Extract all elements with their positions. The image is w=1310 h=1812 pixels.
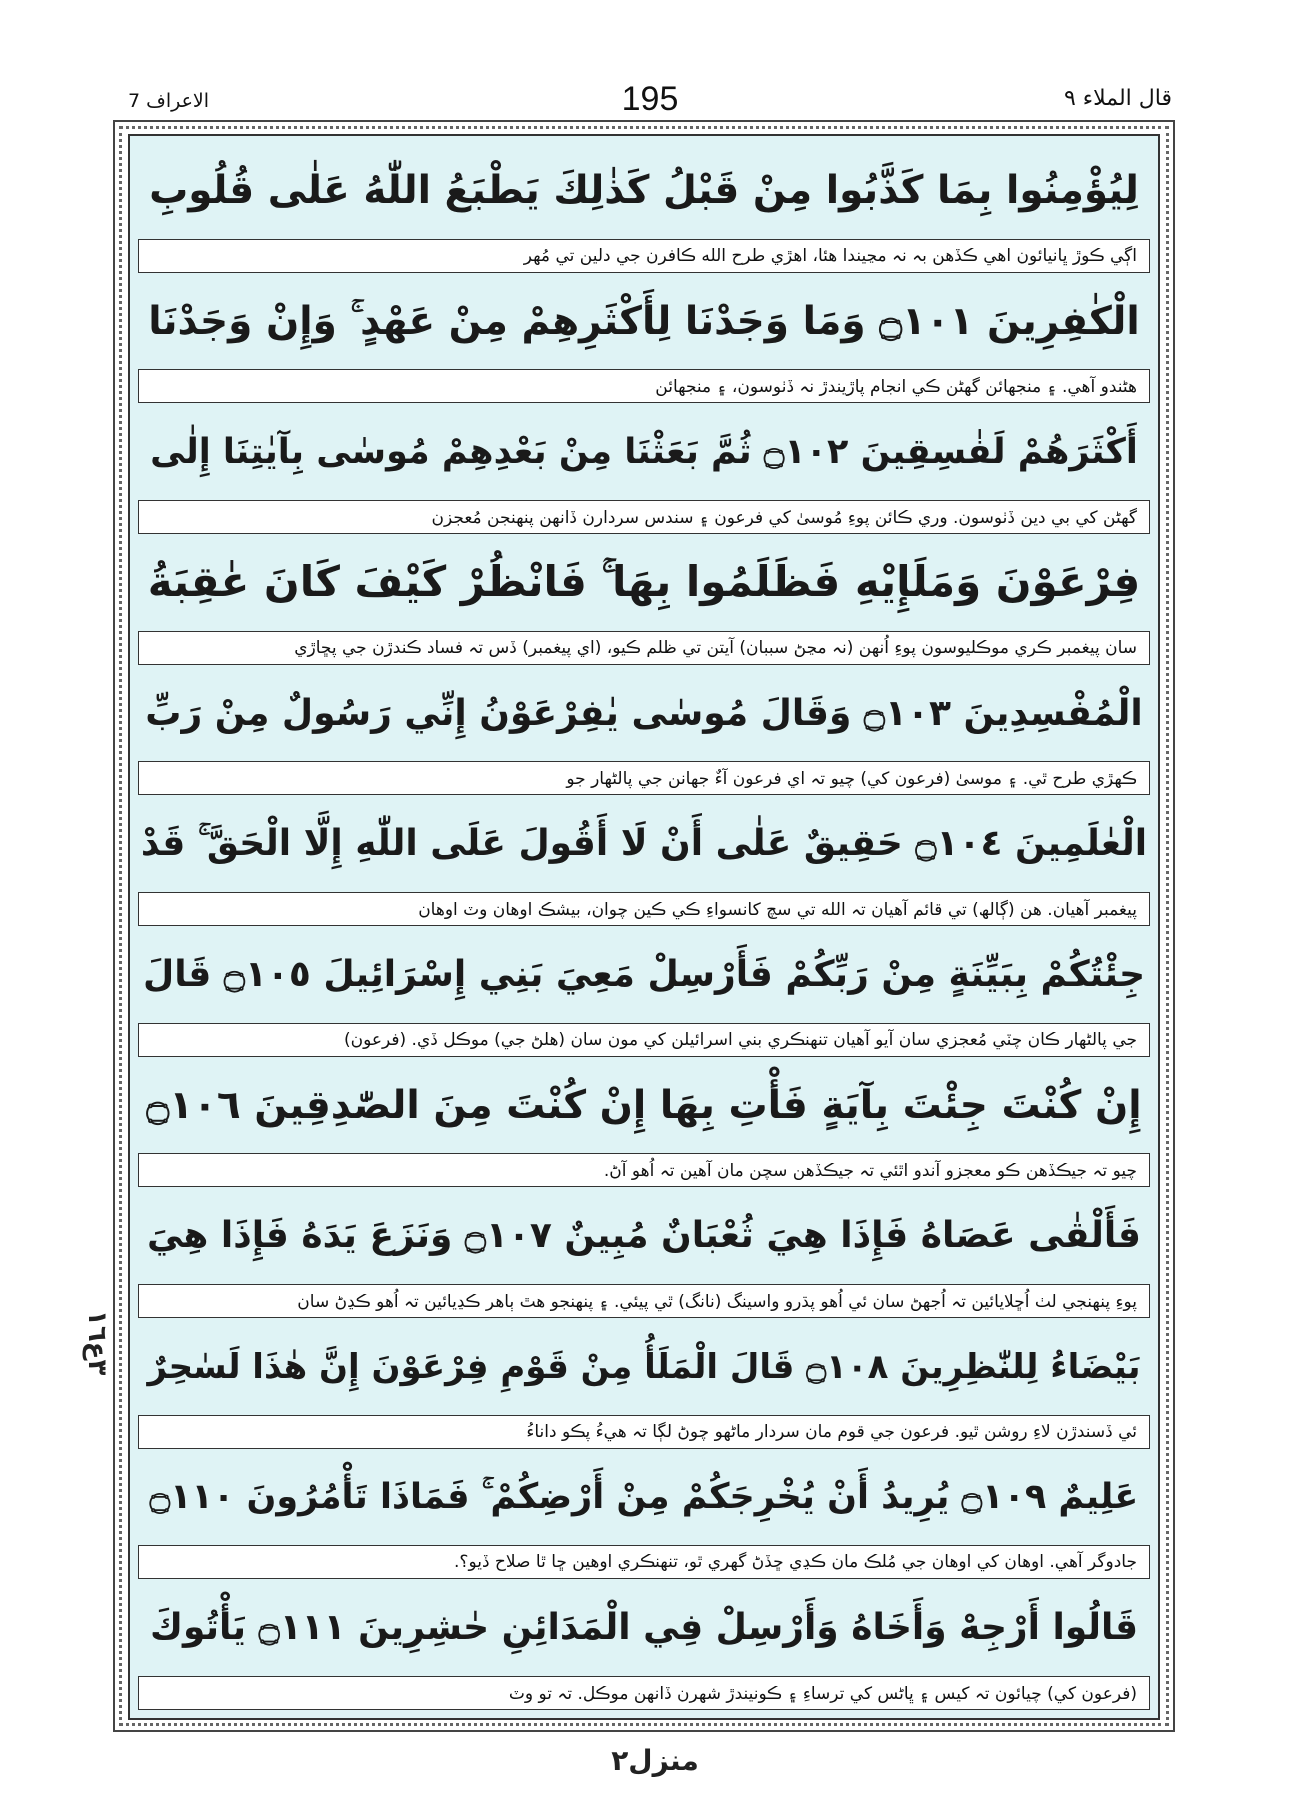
arabic-line: الْعٰلَمِينَ ۝١٠٤ حَقِيقٌ عَلٰى أَنْ لَا أَقُولَ عَلَى اللّٰهِ إِلَّا الْحَقَّ ۚ قَدْ bbox=[140, 822, 1148, 864]
verse-block bbox=[138, 795, 1150, 926]
sindhi-translation: جادوگر آھي. اوھان کي اوھان جي مُلڪ مان ڪڍي ڇڏڻ گھري ٿو، تنھنڪري اوھين ڇا ٿا صلاح ڏيو؟. bbox=[138, 1545, 1150, 1579]
sindhi-translation: پيغمبر آھيان. ھن (ڳالھ) تي قائم آھيان تہ الله تي سچ کانسواءِ ڪي ڪين چوان، بيشڪ اوھان وٽ اوھان bbox=[138, 892, 1150, 926]
quran-text-panel bbox=[128, 134, 1160, 1720]
verse-block bbox=[138, 926, 1150, 1057]
arabic-line: فَأَلْقٰى عَصَاهُ فَإِذَا هِيَ ثُعْبَانٌ مُبِينٌ ۝١٠٧ وَنَزَعَ يَدَهُ فَإِذَا هِيَ bbox=[147, 1215, 1142, 1257]
verse-block bbox=[138, 534, 1150, 665]
sindhi-translation: اڳي ڪوڙ ڀانيائون اھي ڪڏھن بہ نہ مڃيندا ھئا، اھڙي طرح الله ڪافرن جي دلين تي مُهر bbox=[138, 239, 1150, 273]
sindhi-translation: چيو تہ جيڪڏھن ڪو معجزو آندو اٿئي تہ جيڪڏھن سچن مان آھين تہ اُھو آڻ. bbox=[138, 1153, 1150, 1187]
sindhi-translation: پوءِ پنھنجي لٺ اُڇلايائين تہ اُجھڻ سان ئي اُھو پڌرو واسينگ (نانگ) ٿي پيئي. ۽ پنھنجو ھٿ ٻاھر ڪڍيائين تہ اُھو ڪڍڻ سان bbox=[138, 1284, 1150, 1318]
arabic-line: قَالُوا أَرْجِهْ وَأَخَاهُ وَأَرْسِلْ فِي الْمَدَائِنِ حٰشِرِينَ ۝١١١ يَأْتُوكَ bbox=[149, 1607, 1139, 1649]
verse-block bbox=[138, 273, 1150, 404]
sindhi-translation: ئي ڏسندڙن لاءِ روشن ٿيو. فرعون جي قوم مان سردار ماڻھو چوڻ لڳا تہ ھيءُ پڪو داناءُ bbox=[138, 1415, 1150, 1449]
sindhi-translation: ڪھڙي طرح ٿي. ۽ موسىٰ (فرعون کي) چيو تہ اي فرعون آءٌ جھانن جي پالڻھار جو bbox=[138, 761, 1150, 795]
arabic-line: فِرْعَوْنَ وَمَلَإِيْهِ فَظَلَمُوا بِهَا ۚ فَانْظُرْ كَيْفَ كَانَ عٰقِبَةُ bbox=[147, 557, 1141, 607]
verse-block bbox=[138, 1187, 1150, 1318]
para-name: قال الملاء ٩ bbox=[1063, 86, 1172, 111]
verse-block bbox=[138, 1057, 1150, 1188]
arabic-line: بَيْضَاءُ لِلنّٰظِرِينَ ۝١٠٨ قَالَ الْمَلَأُ مِنْ قَوْمِ فِرْعَوْنَ إِنَّ هٰذَا لَسٰحِرٌ bbox=[147, 1346, 1141, 1387]
verse-block bbox=[138, 142, 1150, 273]
arabic-line: لِيُؤْمِنُوا بِمَا كَذَّبُوا مِنْ قَبْلُ كَذٰلِكَ يَطْبَعُ اللّٰهُ عَلٰى قُلُوبِ bbox=[149, 167, 1139, 213]
arabic-line: الْكٰفِرِينَ ۝١٠١ وَمَا وَجَدْنَا لِأَكْثَرِهِمْ مِنْ عَهْدٍ ۚ وَإِنْ وَجَدْنَا bbox=[148, 298, 1140, 344]
verse-block bbox=[138, 1449, 1150, 1580]
verse-block bbox=[138, 665, 1150, 796]
arabic-line: إِنْ كُنْتَ جِئْتَ بِآيَةٍ فَأْتِ بِهَا إِنْ كُنْتَ مِنَ الصّٰدِقِينَ ۝١٠٦ bbox=[146, 1082, 1142, 1128]
arabic-line: جِئْتُكُمْ بِبَيِّنَةٍ مِنْ رَبِّكُمْ فَأَرْسِلْ مَعِيَ بَنِي إِسْرَائِيلَ ۝١٠٥ قَالَ bbox=[143, 953, 1146, 995]
arabic-line: الْمُفْسِدِينَ ۝١٠٣ وَقَالَ مُوسٰى يٰفِرْعَوْنُ إِنِّي رَسُولٌ مِنْ رَبِّ bbox=[145, 692, 1143, 734]
verse-block bbox=[138, 403, 1150, 534]
verse-block bbox=[138, 1318, 1150, 1449]
sindhi-translation: جي پالڻھار ڪان چٽي مُعجزي سان آيو آھيان تنھنڪري بني اسرائيلن کي مون سان (ھلڻ جي) موڪل ڏي. (فرعون) bbox=[138, 1023, 1150, 1057]
page-header bbox=[120, 78, 1180, 122]
page-number: 195 bbox=[621, 80, 679, 118]
arabic-line: أَكْثَرَهُمْ لَفٰسِقِينَ ۝١٠٢ ثُمَّ بَعَثْنَا مِنْ بَعْدِهِمْ مُوسٰى بِآيٰتِنَا إِلٰى bbox=[150, 431, 1138, 472]
sindhi-translation: (فرعون کي) چيائون تہ کيس ۽ ڀاڻس کي ترساءِ ۽ ڪونيندڙ شھرن ڏانھن موڪل. تہ تو وٽ bbox=[138, 1676, 1150, 1710]
sindhi-translation: گھڻن کي بي دين ڏٺوسون. وري ڪائن پوءِ مُوسىٰ کي فرعون ۽ سندس سردارن ڏانھن پنھنجن مُعجزن bbox=[138, 500, 1150, 534]
sindhi-translation: ھڻندو آھي. ۽ منجھائن گھڻن ڪي انجام پاڙيندڙ نہ ڏٺوسون، ۽ منجھائن bbox=[138, 369, 1150, 403]
verse-block bbox=[138, 1579, 1150, 1710]
surah-name: الاعراف 7 bbox=[128, 90, 210, 112]
manzil-label: منزل٢ bbox=[611, 1744, 699, 1777]
ruku-marker: ٣ع١٦ bbox=[82, 1310, 112, 1376]
sindhi-translation: سان پيغمبر ڪري موڪليوسون پوءِ اُنھن (نہ مڃڻ سببان) آيتن تي ظلم ڪيو، (اي پيغمبر) ڏس تہ فساد ڪندڙن جي پڇاڙي bbox=[138, 631, 1150, 665]
arabic-line: عَلِيمٌ ۝١٠٩ يُرِيدُ أَنْ يُخْرِجَكُمْ مِنْ أَرْضِكُمْ ۚ فَمَاذَا تَأْمُرُونَ ۝١١٠ bbox=[149, 1477, 1139, 1518]
